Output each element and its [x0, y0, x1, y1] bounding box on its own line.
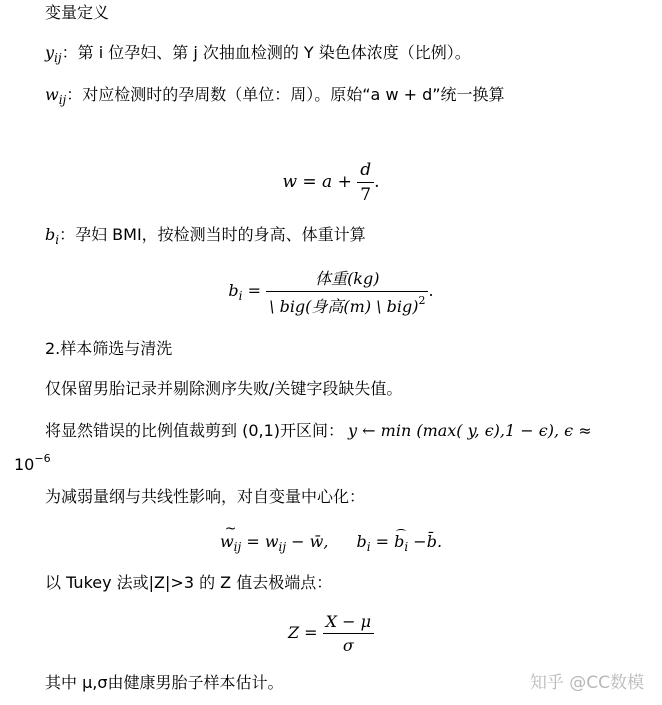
- equation-centering-a3: − w̄,: [286, 532, 329, 551]
- equation-centering-a2: = w: [241, 532, 279, 551]
- equation-centering-w-tilde: [220, 532, 241, 554]
- equation-centering-b3-sub: i: [404, 540, 409, 554]
- equation-centering-b4: −b̄.: [408, 532, 443, 551]
- equation-b-tail: .: [428, 281, 434, 300]
- note-text: 其中 μ,σ由健康男胎子样本估计。: [45, 673, 284, 692]
- equation-centering-b-tilde: [394, 532, 408, 554]
- equation-z-fraction: [323, 612, 374, 655]
- equation-z: [0, 612, 662, 655]
- equation-b-sub: i: [238, 289, 243, 303]
- equation-w-fraction: [357, 160, 374, 205]
- clip-text: 将显然错误的比例值裁剪到 (0,1)开区间：: [45, 421, 345, 440]
- b-definition: [45, 224, 366, 251]
- equation-centering-a2-sub: ij: [278, 540, 287, 554]
- section-2-heading: 2.样本筛选与清洗: [45, 339, 173, 358]
- y-definition: [45, 42, 471, 69]
- equation-z-lhs: Z =: [287, 623, 323, 642]
- w-definition-text: ：对应检测时的孕周数（单位：周）。原始“a w + d”统一换算: [66, 85, 505, 104]
- equation-b-denominator-sup: 2: [418, 294, 426, 307]
- y-symbol: y: [45, 43, 55, 62]
- equation-centering-a1: w: [219, 532, 234, 551]
- equation-centering-a1-sub: ij: [233, 540, 242, 554]
- b-symbol: b: [45, 225, 56, 244]
- b-subscript: i: [55, 233, 60, 247]
- equation-b-denominator-text: \ big(身高(m) \ big): [269, 297, 419, 316]
- equation-centering-b3: b: [394, 532, 405, 551]
- clip-continuation: [14, 448, 51, 476]
- equation-b-denominator: [266, 292, 428, 317]
- clip-formula: y ← min (max( y, ϵ),1 − ϵ), ϵ ≈: [348, 421, 592, 440]
- equation-w-denominator: 7: [360, 185, 372, 205]
- equation-z-denominator: σ: [342, 636, 354, 655]
- b-definition-text: ：孕妇 BMI，按检测当时的身高、体重计算: [59, 225, 366, 244]
- equation-w: [0, 160, 662, 205]
- watermark: 知乎 @CC数模: [529, 673, 644, 693]
- equation-b-fraction: [266, 266, 428, 317]
- equation-w-numerator: d: [357, 160, 374, 183]
- equation-b: [0, 266, 662, 317]
- clip-cont-base: 10: [14, 455, 35, 474]
- equation-w-tail: .: [374, 172, 380, 192]
- y-definition-text: ：第 i 位孕妇、第 j 次抽血检测的 Y 染色体浓度（比例）。: [61, 43, 471, 62]
- equation-b-numerator: 体重(kg): [266, 266, 428, 292]
- keep-text: 仅保留男胎记录并剔除测序失败/关键字段缺失值。: [45, 379, 403, 398]
- tukey-text: 以 Tukey 法或|Z|>3 的 Z 值去极端点：: [45, 573, 333, 592]
- y-subscript: ij: [54, 51, 62, 65]
- equation-centering-b1: b: [356, 532, 367, 551]
- equation-z-numerator: X − μ: [323, 612, 374, 634]
- center-text: 为减弱量纲与共线性影响，对自变量中心化：: [45, 487, 366, 506]
- equation-w-lhs: w = a +: [282, 172, 358, 192]
- equation-b-lhs: b: [228, 281, 239, 300]
- w-definition: [45, 84, 505, 111]
- section-heading: 变量定义: [45, 3, 110, 22]
- equation-centering-b1-sub: i: [366, 540, 371, 554]
- w-symbol: w: [45, 85, 59, 104]
- equation-centering-b2: =: [370, 532, 395, 551]
- clip-cont-sup: −6: [34, 452, 51, 465]
- clip-line: [45, 420, 592, 442]
- w-subscript: ij: [58, 93, 67, 107]
- equation-b-eq: =: [242, 281, 267, 300]
- equation-centering: [0, 532, 662, 554]
